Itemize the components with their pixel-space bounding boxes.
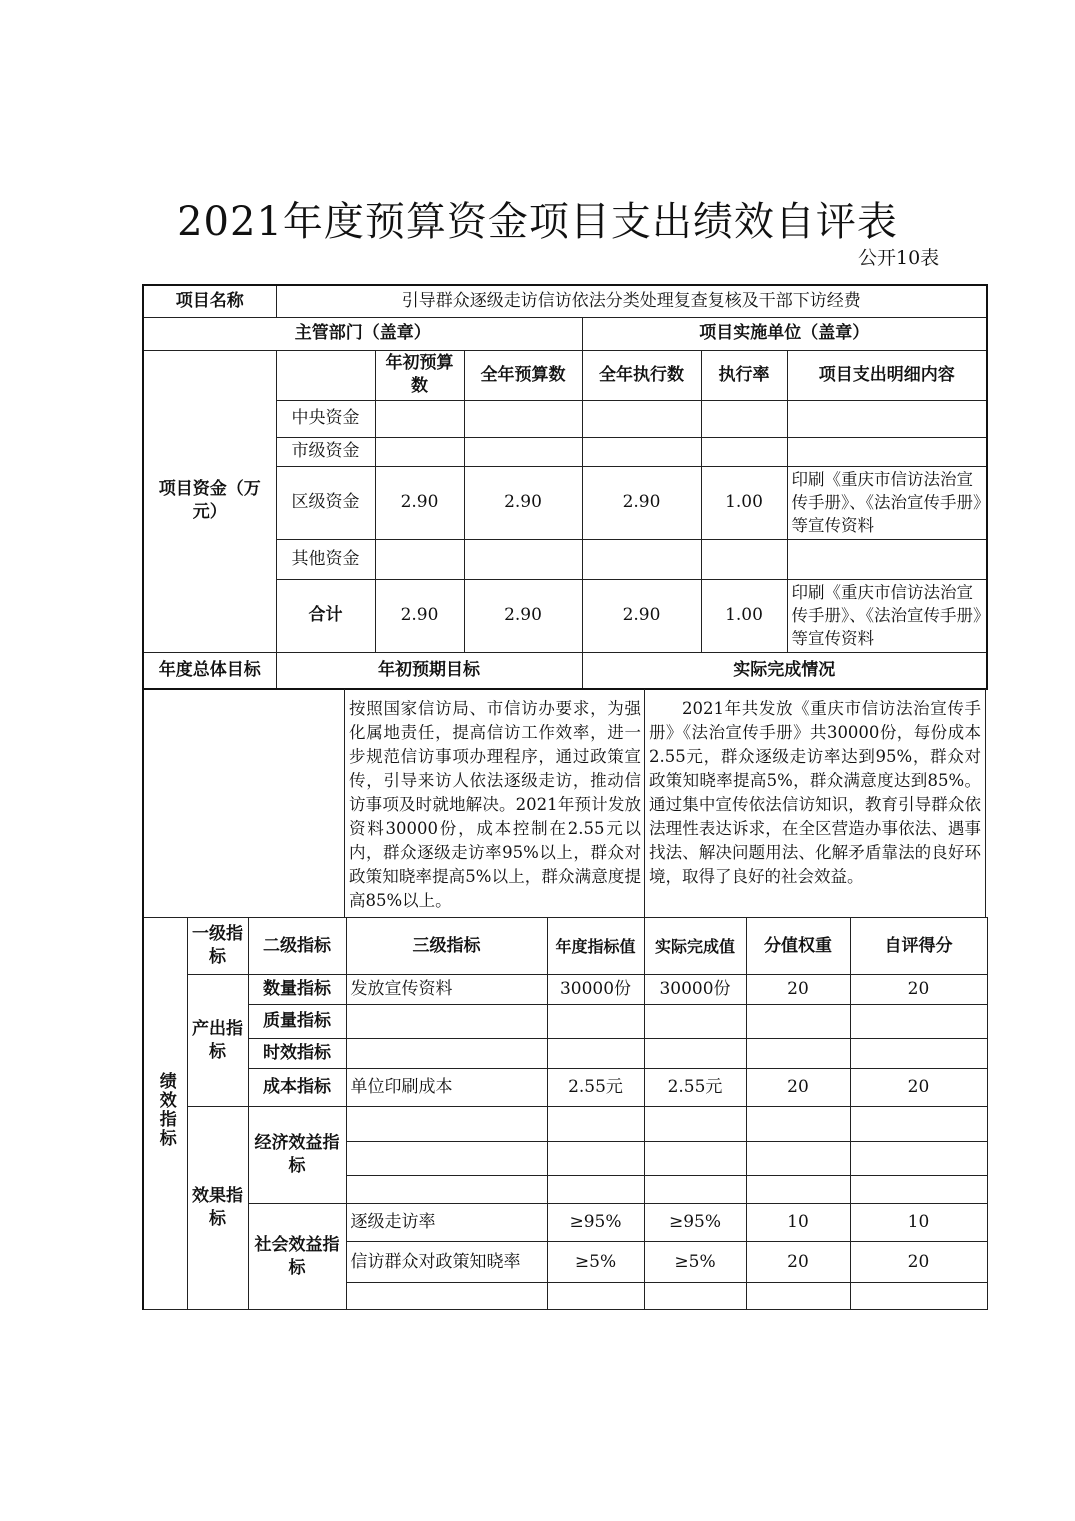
document-title: 2021年度预算资金项目支出绩效自评表 [177,199,898,245]
fund-rate [701,539,787,579]
header-rate: 执行率 [701,350,787,400]
empty-cell [547,1283,644,1310]
quality-label: 质量指标 [248,1005,346,1039]
empty-cell [644,1039,746,1069]
cost-weight: 20 [746,1069,850,1107]
social-target: ≥5% [547,1242,644,1283]
empty-cell [746,1176,850,1204]
project-funds-table [142,284,988,690]
social-name: 逐级走访率 [346,1204,547,1242]
funds-label: 项目资金（万元） [143,350,276,652]
header-actual: 实际完成值 [644,918,746,975]
empty-cell [547,1039,644,1069]
cost-actual: 2.55元 [644,1069,746,1107]
quantity-name: 发放宣传资料 [346,975,547,1005]
fund-row-name: 区级资金 [276,466,375,539]
social-name: 信访群众对政策知晓率 [346,1242,547,1283]
social-actual: ≥95% [644,1204,746,1242]
goals-block [142,689,986,917]
fund-row-name: 中央资金 [276,400,375,437]
social-score: 10 [850,1204,987,1242]
cost-score: 20 [850,1069,987,1107]
header-level3: 三级指标 [346,918,547,975]
fund-rate [701,437,787,466]
empty-cell [850,1107,987,1142]
empty-cell [346,1039,547,1069]
quantity-score: 20 [850,975,987,1005]
empty-cell [346,1176,547,1204]
indicators-table [142,917,988,1310]
fund-executed: 2.90 [582,579,701,652]
project-name-value: 引导群众逐级走访信访依法分类处理复查复核及干部下访经费 [276,285,987,317]
fund-detail: 印刷《重庆市信访法治宣传手册》、《法治宣传手册》等宣传资料 [787,466,987,539]
fund-executed [582,539,701,579]
fund-initial: 2.90 [375,466,464,539]
social-score: 20 [850,1242,987,1283]
empty-cell [346,1005,547,1039]
quantity-label: 数量指标 [248,975,346,1005]
fund-executed [582,437,701,466]
empty-cell [644,1107,746,1142]
empty-cell [644,1176,746,1204]
fund-detail [787,400,987,437]
effect-indicator-label: 效果指标 [187,1107,248,1310]
header-executed: 全年执行数 [582,350,701,400]
empty-cell [850,1283,987,1310]
dept-label: 主管部门（盖章） [143,317,582,350]
empty-cell [746,1039,850,1069]
fund-detail [787,539,987,579]
fund-detail: 印刷《重庆市信访法治宣传手册》、《法治宣传手册》等宣传资料 [787,579,987,652]
header-weight: 分值权重 [746,918,850,975]
quantity-weight: 20 [746,975,850,1005]
header-detail: 项目支出明细内容 [787,350,987,400]
indicators-section-label [143,918,187,1310]
empty-cell [547,1142,644,1176]
empty-cell [547,1005,644,1039]
project-name-label: 项目名称 [143,285,276,317]
empty-cell [746,1005,850,1039]
fund-annual [464,437,582,466]
fund-initial [375,539,464,579]
fund-annual: 2.90 [464,579,582,652]
header-target: 年度指标值 [547,918,644,975]
empty-cell [644,1005,746,1039]
fund-annual [464,539,582,579]
social-label: 社会效益指标 [248,1204,346,1310]
header-level2: 二级指标 [248,918,346,975]
actual-goal-text: 2021年共发放《重庆市信访法治宣传手册》《法治宣传手册》共30000份，每份成本2.55元，群众逐级走访率达到95%，群众对政策知晓率提高5%，群众满意度达到85%。通过集中宣传依法信访知识，教育引导群众依法理性表达诉求，在全区营造办事依法、遇事找法、解决问题用法、化解矛盾靠法的良好环境，取得了良好的社会效益。 [649,699,981,886]
actual-goal-label: 实际完成情况 [582,652,987,689]
empty-cell [644,1283,746,1310]
timeliness-label: 时效指标 [248,1039,346,1069]
fund-executed [582,400,701,437]
fund-executed: 2.90 [582,466,701,539]
blank-cell [276,350,375,400]
social-weight: 10 [746,1204,850,1242]
cost-name: 单位印刷成本 [346,1069,547,1107]
empty-cell [644,1142,746,1176]
fund-total-label: 合计 [276,579,375,652]
fund-annual [464,400,582,437]
fund-row-name: 市级资金 [276,437,375,466]
header-annual-budget: 全年预算数 [464,350,582,400]
fund-initial [375,400,464,437]
cost-target: 2.55元 [547,1069,644,1107]
header-initial-budget: 年初预算数 [375,350,464,400]
empty-cell [850,1039,987,1069]
indicators-section-text: 绩效指标 [155,1072,176,1148]
social-target: ≥95% [547,1204,644,1242]
expected-goal-label: 年初预期目标 [276,652,582,689]
quantity-target: 30000份 [547,975,644,1005]
empty-cell [746,1283,850,1310]
empty-cell [346,1107,547,1142]
fund-annual: 2.90 [464,466,582,539]
empty-cell [850,1005,987,1039]
fund-rate: 1.00 [701,579,787,652]
header-score: 自评得分 [850,918,987,975]
empty-cell [746,1142,850,1176]
fund-detail [787,437,987,466]
social-weight: 20 [746,1242,850,1283]
fund-initial: 2.90 [375,579,464,652]
fund-row-name: 其他资金 [276,539,375,579]
output-indicator-label: 产出指标 [187,975,248,1107]
fund-rate: 1.00 [701,466,787,539]
empty-cell [850,1142,987,1176]
social-actual: ≥5% [644,1242,746,1283]
annual-goal-label: 年度总体目标 [143,652,276,689]
fund-rate [701,400,787,437]
empty-cell [547,1107,644,1142]
header-level1: 一级指标 [187,918,248,975]
quantity-actual: 30000份 [644,975,746,1005]
empty-cell [346,1283,547,1310]
document-subtitle: 公开10表 [858,247,940,269]
empty-cell [746,1107,850,1142]
cost-label: 成本指标 [248,1069,346,1107]
fund-initial [375,437,464,466]
empty-cell [547,1176,644,1204]
economic-label: 经济效益指标 [248,1107,346,1204]
impl-unit-label: 项目实施单位（盖章） [582,317,987,350]
empty-cell [346,1142,547,1176]
expected-goal-text: 按照国家信访局、市信访办要求，为强化属地责任，提高信访工作效率，进一步规范信访事项办理程序，通过政策宣传，引导来访人依法逐级走访，推动信访事项及时就地解决。2021年预计发放资料30000份，成本控制在2.55元以内，群众逐级走访率95%以上，群众对政策知晓率提高5%以上，群众满意度提高85%以上。 [349,699,641,910]
empty-cell [850,1176,987,1204]
